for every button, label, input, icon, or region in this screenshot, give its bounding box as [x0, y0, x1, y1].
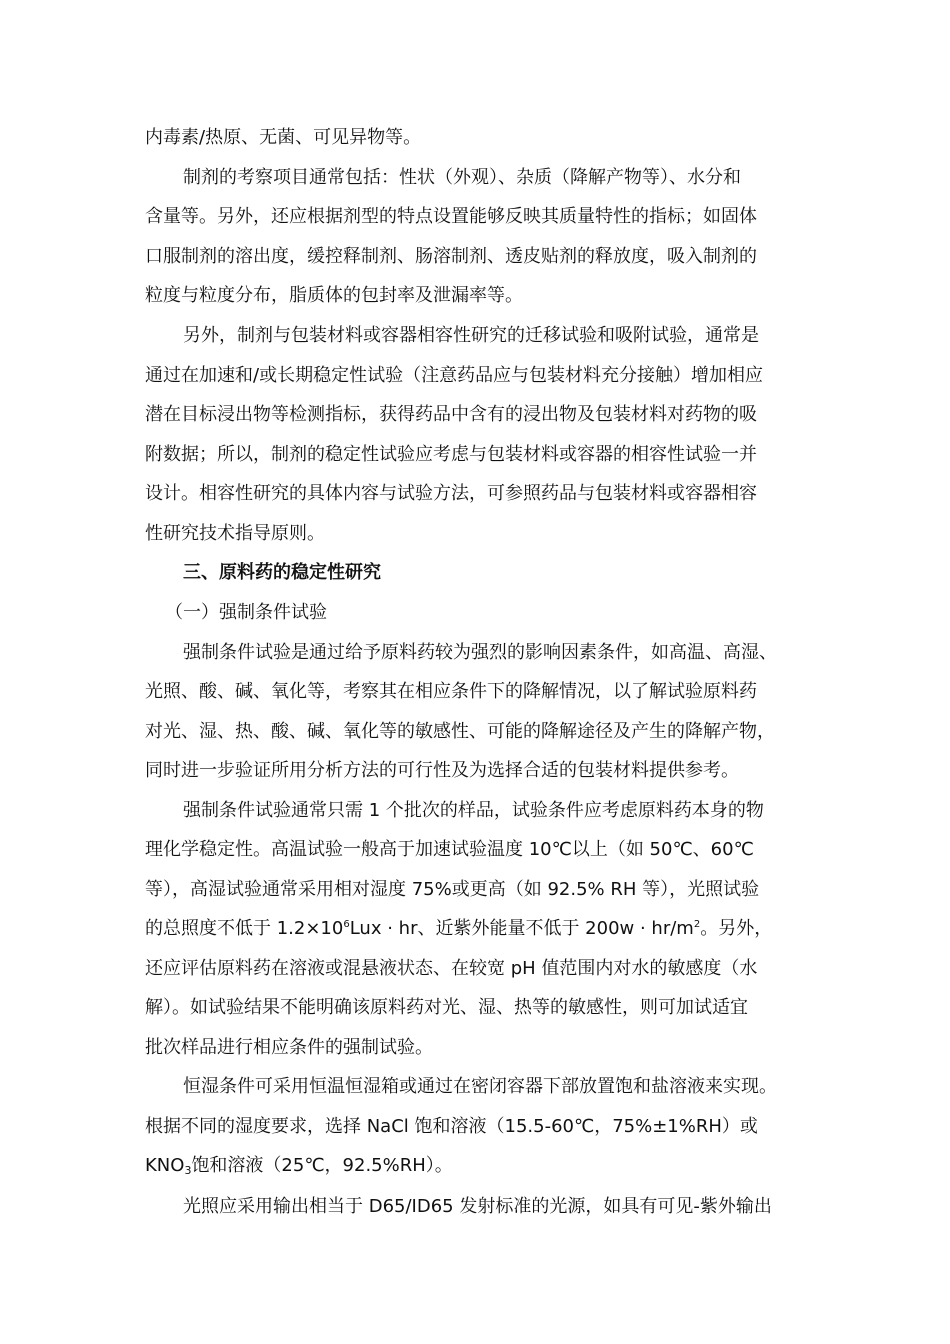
paragraph-first-line: 光照应采用输出相当于 D65/ID65 发射标准的光源，如具有可见-紫外输出 — [183, 1196, 772, 1217]
paragraph-first-line: 恒湿条件可采用恒温恒湿箱或通过在密闭容器下部放置饱和盐溶液来实现。 — [183, 1076, 777, 1097]
text-line: 批次样品进行相应条件的强制试验。 — [145, 1037, 433, 1058]
text-run: 饱和溶液（25℃，92.5%RH）。 — [191, 1155, 453, 1176]
text-line: 含量等。另外，还应根据剂型的特点设置能够反映其质量特性的指标；如固体 — [145, 206, 757, 227]
paragraph-first-line: 另外，制剂与包装材料或容器相容性研究的迁移试验和吸附试验，通常是 — [183, 325, 759, 346]
text-line: 还应评估原料药在溶液或混悬液状态、在较宽 pH 值范围内对水的敏感度（水 — [145, 958, 758, 979]
text-line: 同时进一步验证所用分析方法的可行性及为选择合适的包装材料提供参考。 — [145, 760, 739, 781]
subscript: 3 — [184, 1164, 192, 1177]
text-line: 设计。相容性研究的具体内容与试验方法，可参照药品与包装材料或容器相容 — [145, 483, 757, 504]
subsection-heading: （一）强制条件试验 — [165, 602, 327, 623]
text-line: 粒度与粒度分布，脂质体的包封率及泄漏率等。 — [145, 285, 523, 306]
text-run: 的总照度不低于 1.2×10 — [145, 918, 344, 939]
section-heading: 三、原料药的稳定性研究 — [183, 562, 381, 583]
text-line: 解）。如试验结果不能明确该原料药对光、湿、热等的敏感性，则可加试适宜 — [145, 997, 748, 1018]
text-line: 内毒素/热原、无菌、可见异物等。 — [145, 127, 422, 148]
text-line: 根据不同的湿度要求，选择 NaCl 饱和溶液（15.5-60℃，75%±1%RH）或 — [145, 1116, 758, 1137]
text-run: KNO — [145, 1155, 185, 1176]
paragraph-first-line: 强制条件试验通常只需 1 个批次的样品，试验条件应考虑原料药本身的物 — [183, 800, 764, 821]
paragraph-first-line: 强制条件试验是通过给予原料药较为强烈的影响因素条件，如高温、高湿、 — [183, 642, 777, 663]
superscript: 6 — [343, 919, 350, 930]
paragraph-first-line: 制剂的考察项目通常包括：性状（外观）、杂质（降解产物等）、水分和 — [183, 167, 741, 188]
text-line: 理化学稳定性。高温试验一般高于加速试验温度 10℃以上（如 50℃、60℃ — [145, 839, 754, 860]
text-line: 口服制剂的溶出度，缓控释制剂、肠溶制剂、透皮贴剂的释放度，吸入制剂的 — [145, 246, 757, 267]
text-line: 性研究技术指导原则。 — [145, 523, 325, 544]
text-line: 等），高湿试验通常采用相对湿度 75%或更高（如 92.5% RH 等），光照试验 — [145, 879, 760, 900]
text-line: 对光、湿、热、酸、碱、氧化等的敏感性、可能的降解途径及产生的降解产物， — [145, 721, 775, 742]
text-line: 潜在目标浸出物等检测指标，获得药品中含有的浸出物及包装材料对药物的吸 — [145, 404, 757, 425]
text-run: Lux · hr、近紫外能量不低于 200w · hr/m — [349, 918, 694, 939]
text-line: 光照、酸、碱、氧化等，考察其在相应条件下的降解情况，以了解试验原料药 — [145, 681, 757, 702]
text-line — [0, 1146, 950, 1186]
text-run: 。另外， — [700, 918, 773, 939]
superscript: 2 — [693, 919, 701, 930]
text-line — [0, 909, 950, 949]
text-line: 通过在加速和/或长期稳定性试验（注意药品应与包装材料充分接触）增加相应 — [145, 365, 764, 386]
text-line: 附数据；所以，制剂的稳定性试验应考虑与包装材料或容器的相容性试验一并 — [145, 444, 757, 465]
